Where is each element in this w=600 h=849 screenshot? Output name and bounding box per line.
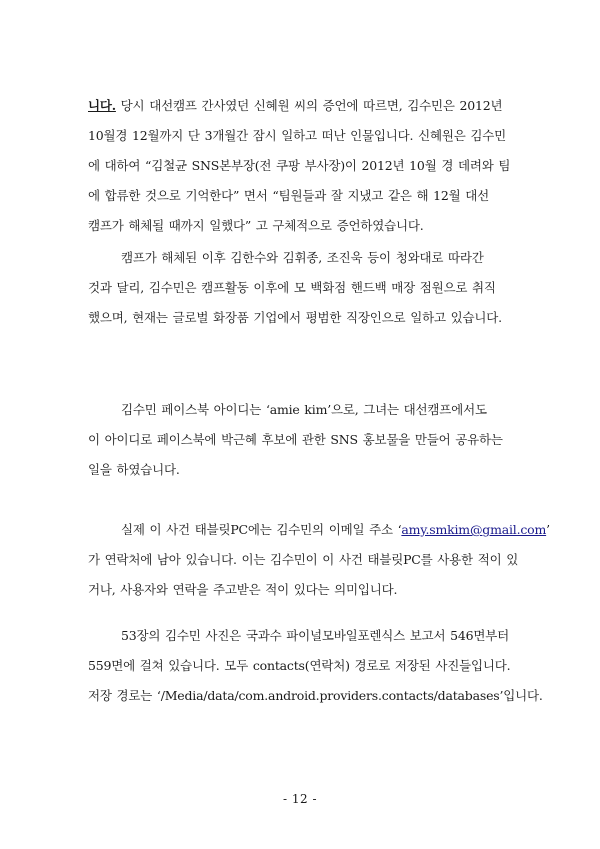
text-line: 에 대하여 “김철균 SNS본부장(전 쿠팡 부사장)이 2012년 10월 경 데려와 팀 (88, 158, 511, 173)
text-line: 10월경 12월까지 단 3개월간 잠시 일하고 떠난 인물입니다. 신혜원은 김수민 (88, 128, 506, 143)
paragraph-4 (88, 515, 550, 605)
paragraph-2 (88, 243, 520, 333)
text-line: 이 아이디로 페이스북에 박근혜 후보에 관한 SNS 홍보물을 만들어 공유하는 (88, 432, 503, 447)
text-line: 김수민 페이스북 아이디는 ‘amie kim’으로, 그녀는 대선캠프에서도 (121, 402, 487, 417)
text-line (88, 91, 520, 121)
line-text: ’ (546, 522, 550, 537)
text-line: 저장 경로는 ‘/Media/data/com.android.providers.contacts/databases’입니다. (88, 688, 543, 703)
line-text: 실제 이 사건 태블릿PC에는 김수민의 이메일 주소 ‘ (121, 522, 402, 537)
text-line: 에 합류한 것으로 기억한다” 면서 “팀원들과 잘 지냈고 같은 해 12월 대선 (88, 188, 490, 203)
text-line: 가 연락처에 남아 있습니다. 이는 김수민이 이 사건 태블릿PC를 사용한 적이 있 (88, 552, 519, 567)
text-line: 캠프가 해체될 때까지 일했다” 고 구체적으로 증언하였습니다. (88, 218, 424, 233)
text-line: 캠프가 해체된 이후 김한수와 김휘종, 조진욱 등이 청와대로 따라간 (121, 250, 484, 265)
line-text: 당시 대선캠프 간사였던 신혜원 씨의 증언에 따르면, 김수민은 2012년 (115, 98, 503, 113)
text-line: 53장의 김수민 사진은 국과수 파이널모바일포렌식스 보고서 546면부터 (121, 628, 510, 643)
text-line: 일을 하였습니다. (88, 462, 180, 477)
paragraph-1 (88, 91, 520, 241)
continued-word: 니다. (88, 98, 116, 113)
text-line: 거나, 사용자와 연락을 주고받은 적이 있다는 의미입니다. (88, 582, 398, 597)
page-number: - 12 - (282, 792, 317, 806)
paragraph-5 (88, 621, 543, 711)
text-line: 것과 달리, 김수민은 캠프활동 이후에 모 백화점 핸드백 매장 점원으로 취직 (88, 280, 496, 295)
text-line (88, 515, 550, 545)
text-line: 559면에 걸쳐 있습니다. 모두 contacts(연락처) 경로로 저장된 사진들입니다. (88, 658, 511, 673)
paragraph-3 (88, 395, 520, 485)
email-link[interactable]: amy.smkim@gmail.com (401, 522, 547, 537)
text-line: 했으며, 현재는 글로벌 화장품 기업에서 평범한 직장인으로 일하고 있습니다. (88, 310, 502, 325)
